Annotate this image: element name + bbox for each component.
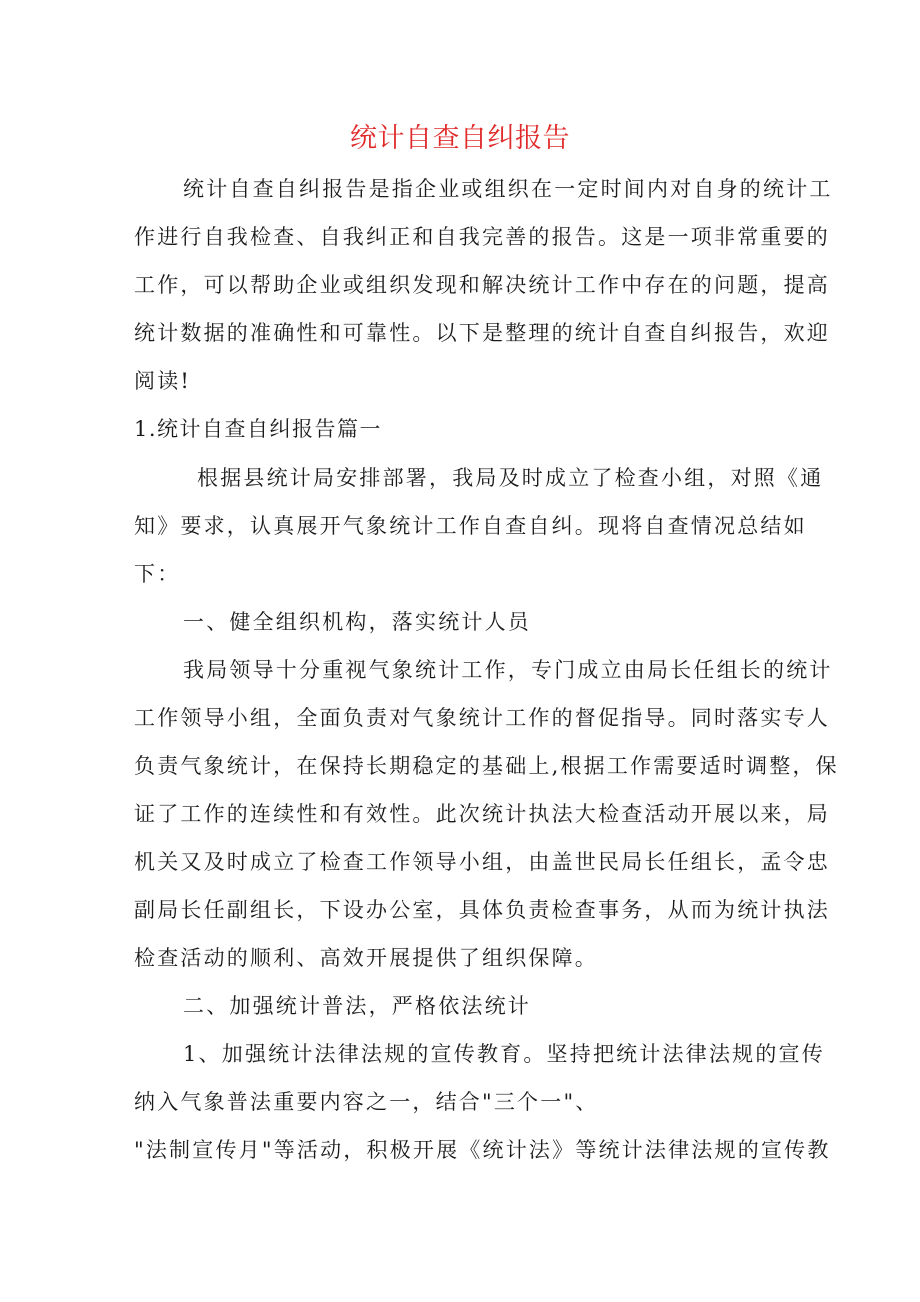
paragraph-line: 知》要求，认真展开气象统计工作自查自纠。现将自查情况总结如 bbox=[134, 514, 807, 538]
paragraph-line: 工作领导小组，全面负责对气象统计工作的督促指导。同时落实专人 bbox=[134, 706, 830, 730]
paragraph-line: 统计数据的准确性和可靠性。以下是整理的统计自查自纠报告，欢迎 bbox=[134, 321, 830, 345]
paragraph-line: "法制宣传月"等活动，积极开展《统计法》等统计法律法规的宣传教 bbox=[134, 1138, 831, 1162]
paragraph-line: 下： bbox=[134, 562, 181, 586]
paragraph-line: 证了工作的连续性和有效性。此次统计执法大检查活动开展以来，局 bbox=[134, 802, 830, 826]
paragraph-line: 1、加强统计法律法规的宣传教育。坚持把统计法律法规的宣传 bbox=[183, 1042, 825, 1066]
paragraph-line: 机关又及时成立了检查工作领导小组，由盖世民局长任组长，孟令忠 bbox=[134, 850, 830, 874]
paragraph-line: 检查活动的顺利、高效开展提供了组织保障。 bbox=[134, 946, 598, 970]
paragraph-line: 工作，可以帮助企业或组织发现和解决统计工作中存在的问题，提高 bbox=[134, 273, 830, 297]
paragraph-line: 纳入气象普法重要内容之一，结合"三个一"、 bbox=[134, 1090, 599, 1114]
subsection-heading: 二、加强统计普法，严格依法统计 bbox=[183, 994, 531, 1018]
section-heading: 1.统计自查自纠报告篇一 bbox=[134, 417, 383, 441]
paragraph-line: 阅读! bbox=[134, 369, 192, 393]
subsection-heading: 一、健全组织机构，落实统计人员 bbox=[183, 610, 531, 634]
paragraph-line: 我局领导十分重视气象统计工作，专门成立由局长任组长的统计 bbox=[183, 658, 833, 682]
paragraph-line: 统计自查自纠报告是指企业或组织在一定时间内对自身的统计工 bbox=[183, 177, 833, 201]
paragraph-line: 负责气象统计，在保持长期稳定的基础上,根据工作需要适时调整，保 bbox=[134, 754, 839, 778]
paragraph-line: 作进行自我检查、自我纠正和自我完善的报告。这是一项非常重要的 bbox=[134, 225, 830, 249]
document-title: 统计自查自纠报告 bbox=[350, 123, 570, 154]
paragraph-line: 副局长任副组长，下设办公室，具体负责检查事务，从而为统计执法 bbox=[134, 898, 830, 922]
paragraph-line: 根据县统计局安排部署，我局及时成立了检查小组，对照《通 bbox=[197, 466, 824, 490]
